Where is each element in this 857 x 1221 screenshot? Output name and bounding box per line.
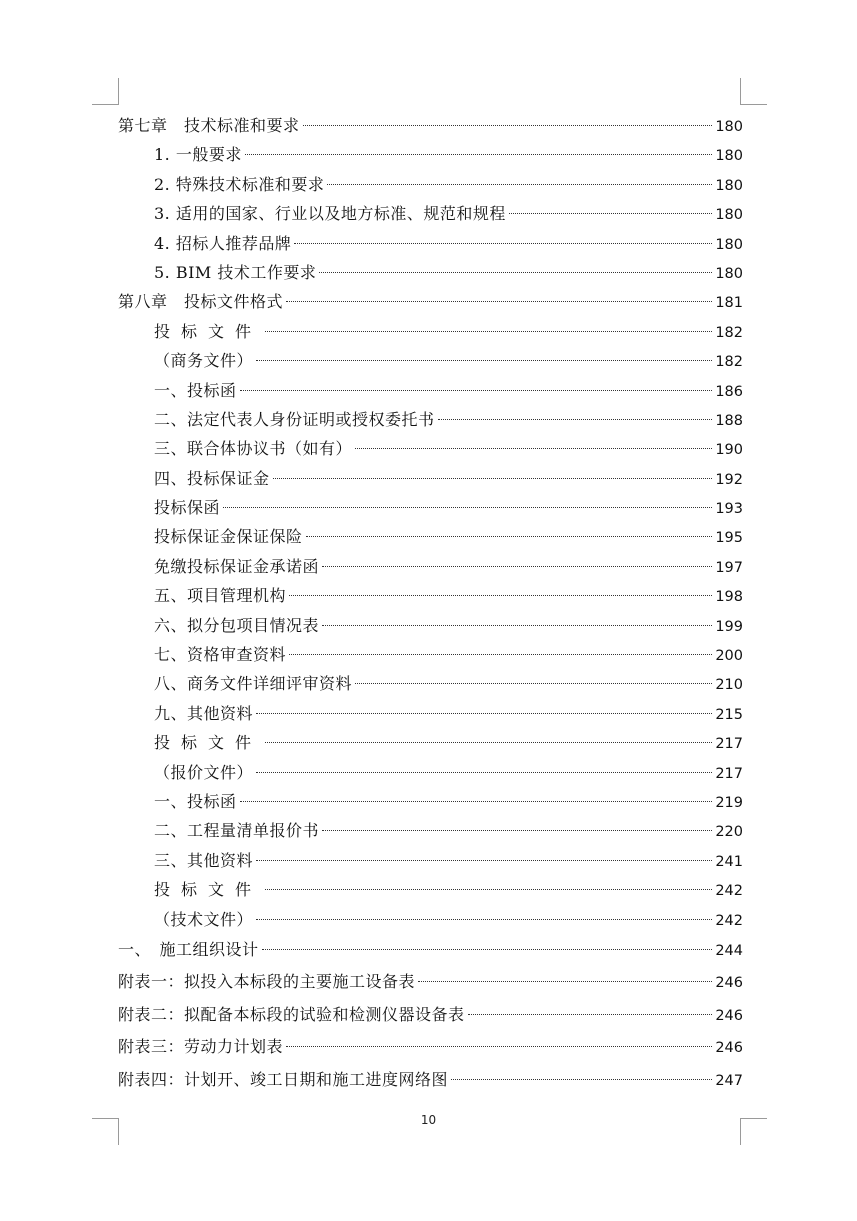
toc-entry[interactable] xyxy=(118,522,743,551)
toc-entry-page: 210 xyxy=(715,677,743,694)
toc-entry[interactable] xyxy=(118,199,743,228)
toc-entry-title: 投标文件 xyxy=(154,880,263,900)
toc-entry[interactable] xyxy=(118,434,743,463)
toc-entry-page: 217 xyxy=(715,736,743,753)
toc-entry-page: 215 xyxy=(715,706,743,723)
toc-dot-leader xyxy=(256,713,712,714)
toc-entry[interactable] xyxy=(118,846,743,875)
toc-entry[interactable] xyxy=(118,816,743,845)
toc-entry-title: 二、工程量清单报价书 xyxy=(154,821,320,841)
toc-entry-title: 六、拟分包项目情况表 xyxy=(154,615,320,635)
toc-dot-leader xyxy=(289,654,712,655)
toc-dot-leader xyxy=(240,390,713,391)
toc-dot-leader xyxy=(303,125,713,126)
toc-entry-title: 一、投标函 xyxy=(154,791,237,811)
toc-dot-leader xyxy=(355,448,712,449)
toc-dot-leader xyxy=(256,772,712,773)
toc-dot-leader xyxy=(245,154,712,155)
toc-entry-title: 4. 招标人推荐品牌 xyxy=(154,233,292,253)
toc-dot-leader xyxy=(256,919,712,920)
toc-entry-page: 180 xyxy=(715,236,743,253)
toc-dot-leader xyxy=(451,1079,712,1080)
toc-entry-title: 5. BIM 技术工作要求 xyxy=(154,262,317,282)
toc-entry-title: 七、资格审查资料 xyxy=(154,645,287,665)
toc-entry-title: （商务文件） xyxy=(154,351,254,371)
toc-entry[interactable] xyxy=(118,875,743,904)
toc-entry-title: （技术文件） xyxy=(154,909,254,929)
toc-entry-page: 182 xyxy=(715,324,743,341)
toc-dot-leader xyxy=(265,331,712,332)
toc-entry-page: 197 xyxy=(715,559,743,576)
toc-entry[interactable] xyxy=(118,229,743,258)
toc-entry-title: 第八章 投标文件格式 xyxy=(118,292,284,312)
toc-entry[interactable] xyxy=(118,669,743,698)
toc-entry-title: 附表四：计划开、竣工日期和施工进度网络图 xyxy=(118,1069,449,1089)
toc-entry-page: 241 xyxy=(715,853,743,870)
toc-entry-page: 220 xyxy=(715,824,743,841)
toc-dot-leader xyxy=(273,478,713,479)
toc-entry-title: 附表二：拟配备本标段的试验和检测仪器设备表 xyxy=(118,1004,465,1024)
toc-entry-page: 193 xyxy=(715,501,743,518)
toc-entry[interactable] xyxy=(118,493,743,522)
toc-dot-leader xyxy=(294,243,712,244)
toc-entry-page: 198 xyxy=(715,589,743,606)
toc-entry[interactable] xyxy=(118,905,743,934)
toc-entry-page: 246 xyxy=(715,1040,743,1057)
toc-entry-page: 188 xyxy=(715,412,743,429)
toc-dot-leader xyxy=(265,742,712,743)
toc-entry-title: 三、联合体协议书（如有） xyxy=(154,439,353,459)
toc-dot-leader xyxy=(468,1014,713,1015)
toc-entry-title: 投标保函 xyxy=(154,498,221,518)
toc-entry-title: 投标保证金保证保险 xyxy=(154,527,303,547)
toc-dot-leader xyxy=(256,360,712,361)
toc-dot-leader xyxy=(240,801,713,802)
toc-entry[interactable] xyxy=(118,317,743,346)
toc-entry-title: 一、投标函 xyxy=(154,380,237,400)
toc-entry-title: 三、其他资料 xyxy=(154,850,254,870)
page-number: 10 xyxy=(420,1113,437,1127)
toc-entry-title: 八、商务文件详细评审资料 xyxy=(154,674,353,694)
toc-entry-page: 186 xyxy=(715,383,743,400)
toc-entry-page: 247 xyxy=(715,1072,743,1089)
toc-entry-title: 一、 施工组织设计 xyxy=(118,939,259,959)
toc-entry[interactable] xyxy=(118,287,743,316)
toc-entry-title: 二、法定代表人身份证明或授权委托书 xyxy=(154,409,435,429)
toc-entry-page: 219 xyxy=(715,794,743,811)
toc-entry-title: 投标文件 xyxy=(154,321,263,341)
toc-dot-leader xyxy=(286,1046,712,1047)
toc-dot-leader xyxy=(322,625,712,626)
toc-entry-title: 附表三：劳动力计划表 xyxy=(118,1037,284,1057)
toc-entry[interactable] xyxy=(118,699,743,728)
toc-entry[interactable] xyxy=(118,934,743,967)
toc-entry[interactable] xyxy=(118,640,743,669)
toc-entry[interactable] xyxy=(118,552,743,581)
toc-entry[interactable] xyxy=(118,346,743,375)
toc-entry-page: 181 xyxy=(715,295,743,312)
toc-entry-page: 246 xyxy=(715,975,743,992)
toc-entry-page: 190 xyxy=(715,442,743,459)
toc-entry-page: 200 xyxy=(715,648,743,665)
toc-entry-title: 1. 一般要求 xyxy=(154,145,242,165)
toc-dot-leader xyxy=(223,507,712,508)
toc-entry[interactable] xyxy=(118,140,743,169)
toc-entry[interactable] xyxy=(118,758,743,787)
toc-entry-title: 四、投标保证金 xyxy=(154,468,270,488)
toc-entry[interactable] xyxy=(118,1031,743,1064)
crop-mark-top-right xyxy=(740,78,767,105)
toc-entry-page: 242 xyxy=(715,912,743,929)
toc-entry-title: 2. 特殊技术标准和要求 xyxy=(154,174,325,194)
toc-entry-title: 九、其他资料 xyxy=(154,703,254,723)
toc-entry[interactable] xyxy=(118,170,743,199)
toc-entry-title: （报价文件） xyxy=(154,762,254,782)
toc-dot-leader xyxy=(322,566,712,567)
toc-entry-title: 附表一：拟投入本标段的主要施工设备表 xyxy=(118,972,416,992)
toc-entry[interactable] xyxy=(118,464,743,493)
toc-dot-leader xyxy=(438,419,713,420)
toc-entry[interactable] xyxy=(118,581,743,610)
toc-dot-leader xyxy=(289,595,712,596)
toc-entry-page: 195 xyxy=(715,530,743,547)
toc-entry[interactable] xyxy=(118,405,743,434)
toc-entry-page: 180 xyxy=(715,207,743,224)
toc-entry-title: 第七章 技术标准和要求 xyxy=(118,116,300,135)
toc-entry-page: 180 xyxy=(715,177,743,194)
crop-mark-top-left xyxy=(92,78,119,105)
table-of-contents xyxy=(118,111,743,1096)
toc-dot-leader xyxy=(262,949,713,950)
toc-entry[interactable] xyxy=(118,376,743,405)
toc-dot-leader xyxy=(355,683,712,684)
toc-dot-leader xyxy=(256,860,712,861)
toc-entry-page: 180 xyxy=(715,119,743,135)
toc-entry-page: 244 xyxy=(715,942,743,959)
toc-dot-leader xyxy=(319,272,712,273)
toc-entry[interactable] xyxy=(118,611,743,640)
toc-dot-leader xyxy=(327,184,712,185)
toc-entry-page: 217 xyxy=(715,765,743,782)
toc-entry[interactable] xyxy=(118,999,743,1032)
toc-entry-page: 199 xyxy=(715,618,743,635)
toc-entry[interactable] xyxy=(118,728,743,757)
toc-entry-page: 192 xyxy=(715,471,743,488)
toc-dot-leader xyxy=(286,301,712,302)
toc-entry-title: 投标文件 xyxy=(154,733,263,753)
toc-entry-title: 免缴投标保证金承诺函 xyxy=(154,556,320,576)
toc-entry-page: 242 xyxy=(715,883,743,900)
toc-entry[interactable] xyxy=(118,787,743,816)
toc-dot-leader xyxy=(418,981,712,982)
toc-entry[interactable] xyxy=(118,111,743,140)
toc-entry[interactable] xyxy=(118,258,743,287)
toc-dot-leader xyxy=(322,830,712,831)
toc-entry-page: 180 xyxy=(715,148,743,165)
toc-entry-title: 五、项目管理机构 xyxy=(154,586,287,606)
toc-dot-leader xyxy=(265,889,712,890)
toc-entry-page: 246 xyxy=(715,1007,743,1024)
toc-entry-page: 182 xyxy=(715,354,743,371)
toc-entry[interactable] xyxy=(118,966,743,999)
toc-dot-leader xyxy=(509,213,712,214)
toc-entry-page: 180 xyxy=(715,265,743,282)
toc-dot-leader xyxy=(306,536,713,537)
toc-entry-title: 3. 适用的国家、行业以及地方标准、规范和规程 xyxy=(154,204,506,224)
toc-entry[interactable] xyxy=(118,1064,743,1097)
